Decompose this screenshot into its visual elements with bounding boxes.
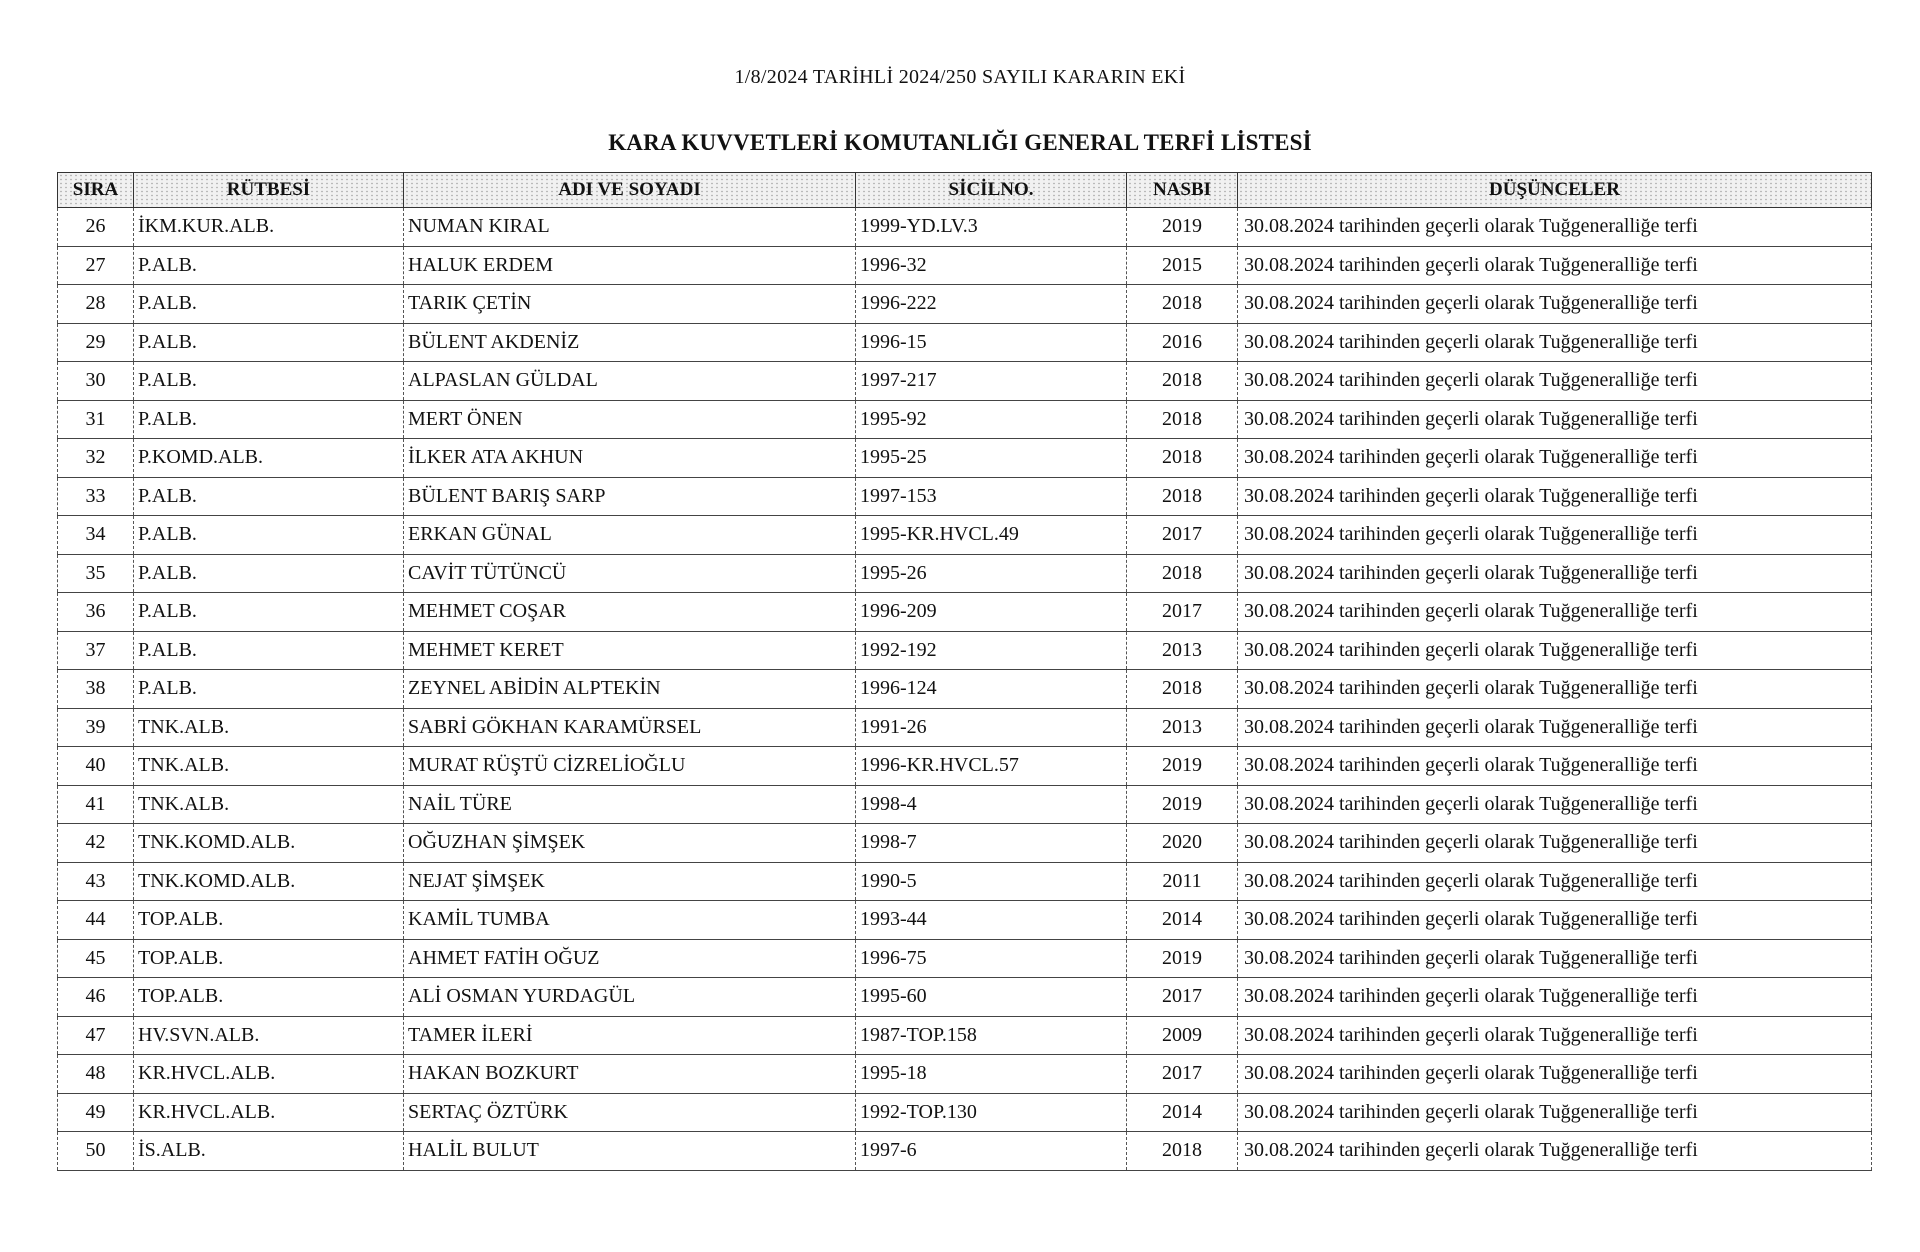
cell-rutbe: TOP.ALB. bbox=[134, 901, 404, 940]
cell-adi-soyadi: SERTAÇ ÖZTÜRK bbox=[404, 1093, 856, 1132]
cell-nasbi: 2017 bbox=[1127, 593, 1238, 632]
cell-adi-soyadi: BÜLENT AKDENİZ bbox=[404, 323, 856, 362]
cell-sira: 43 bbox=[58, 862, 134, 901]
cell-dusunceler: 30.08.2024 tarihinden geçerli olarak Tuğgeneralliğe terfi bbox=[1238, 516, 1872, 555]
cell-nasbi: 2018 bbox=[1127, 439, 1238, 478]
cell-nasbi: 2014 bbox=[1127, 901, 1238, 940]
cell-sicil-no: 1995-KR.HVCL.49 bbox=[856, 516, 1127, 555]
cell-dusunceler: 30.08.2024 tarihinden geçerli olarak Tuğgeneralliğe terfi bbox=[1238, 901, 1872, 940]
cell-sicil-no: 1998-7 bbox=[856, 824, 1127, 863]
cell-nasbi: 2017 bbox=[1127, 978, 1238, 1017]
cell-dusunceler: 30.08.2024 tarihinden geçerli olarak Tuğgeneralliğe terfi bbox=[1238, 362, 1872, 401]
cell-sicil-no: 1992-TOP.130 bbox=[856, 1093, 1127, 1132]
cell-rutbe: P.ALB. bbox=[134, 323, 404, 362]
cell-rutbe: HV.SVN.ALB. bbox=[134, 1016, 404, 1055]
table-row bbox=[58, 246, 1872, 285]
cell-adi-soyadi: HALİL BULUT bbox=[404, 1132, 856, 1171]
cell-adi-soyadi: MEHMET KERET bbox=[404, 631, 856, 670]
cell-adi-soyadi: ERKAN GÜNAL bbox=[404, 516, 856, 555]
cell-rutbe: P.KOMD.ALB. bbox=[134, 439, 404, 478]
header-dusunceler: DÜŞÜNCELER bbox=[1238, 173, 1872, 208]
cell-dusunceler: 30.08.2024 tarihinden geçerli olarak Tuğgeneralliğe terfi bbox=[1238, 285, 1872, 324]
cell-dusunceler: 30.08.2024 tarihinden geçerli olarak Tuğgeneralliğe terfi bbox=[1238, 593, 1872, 632]
cell-dusunceler: 30.08.2024 tarihinden geçerli olarak Tuğgeneralliğe terfi bbox=[1238, 670, 1872, 709]
header-adi-soyadi: ADI VE SOYADI bbox=[404, 173, 856, 208]
header-sira: SIRA bbox=[58, 173, 134, 208]
cell-sira: 32 bbox=[58, 439, 134, 478]
cell-nasbi: 2018 bbox=[1127, 285, 1238, 324]
document-subtitle: 1/8/2024 TARİHLİ 2024/250 SAYILI KARARIN EKİ bbox=[734, 66, 1186, 88]
cell-sira: 34 bbox=[58, 516, 134, 555]
cell-adi-soyadi: TAMER İLERİ bbox=[404, 1016, 856, 1055]
cell-dusunceler: 30.08.2024 tarihinden geçerli olarak Tuğgeneralliğe terfi bbox=[1238, 400, 1872, 439]
cell-nasbi: 2019 bbox=[1127, 785, 1238, 824]
cell-sira: 26 bbox=[58, 208, 134, 247]
cell-sira: 38 bbox=[58, 670, 134, 709]
cell-rutbe: P.ALB. bbox=[134, 400, 404, 439]
cell-dusunceler: 30.08.2024 tarihinden geçerli olarak Tuğgeneralliğe terfi bbox=[1238, 631, 1872, 670]
cell-nasbi: 2011 bbox=[1127, 862, 1238, 901]
cell-nasbi: 2013 bbox=[1127, 708, 1238, 747]
cell-adi-soyadi: NEJAT ŞİMŞEK bbox=[404, 862, 856, 901]
cell-dusunceler: 30.08.2024 tarihinden geçerli olarak Tuğgeneralliğe terfi bbox=[1238, 824, 1872, 863]
cell-sicil-no: 1992-192 bbox=[856, 631, 1127, 670]
promotion-table bbox=[57, 172, 1872, 1171]
cell-sicil-no: 1996-32 bbox=[856, 246, 1127, 285]
table-row bbox=[58, 1016, 1872, 1055]
cell-rutbe: TNK.KOMD.ALB. bbox=[134, 824, 404, 863]
cell-rutbe: P.ALB. bbox=[134, 670, 404, 709]
cell-rutbe: TNK.ALB. bbox=[134, 785, 404, 824]
cell-rutbe: P.ALB. bbox=[134, 631, 404, 670]
cell-sira: 28 bbox=[58, 285, 134, 324]
cell-nasbi: 2019 bbox=[1127, 208, 1238, 247]
cell-sira: 46 bbox=[58, 978, 134, 1017]
table-row bbox=[58, 862, 1872, 901]
cell-rutbe: P.ALB. bbox=[134, 246, 404, 285]
header-nasbi: NASBI bbox=[1127, 173, 1238, 208]
cell-dusunceler: 30.08.2024 tarihinden geçerli olarak Tuğgeneralliğe terfi bbox=[1238, 1055, 1872, 1094]
cell-sira: 36 bbox=[58, 593, 134, 632]
cell-sicil-no: 1997-153 bbox=[856, 477, 1127, 516]
cell-nasbi: 2015 bbox=[1127, 246, 1238, 285]
cell-rutbe: P.ALB. bbox=[134, 593, 404, 632]
cell-rutbe: P.ALB. bbox=[134, 516, 404, 555]
table-row bbox=[58, 670, 1872, 709]
cell-nasbi: 2018 bbox=[1127, 362, 1238, 401]
cell-sira: 47 bbox=[58, 1016, 134, 1055]
table-row bbox=[58, 785, 1872, 824]
cell-sicil-no: 1998-4 bbox=[856, 785, 1127, 824]
header-rutbesi: RÜTBESİ bbox=[134, 173, 404, 208]
cell-dusunceler: 30.08.2024 tarihinden geçerli olarak Tuğgeneralliğe terfi bbox=[1238, 1093, 1872, 1132]
table-row bbox=[58, 208, 1872, 247]
cell-sira: 41 bbox=[58, 785, 134, 824]
table-row bbox=[58, 516, 1872, 555]
cell-sira: 40 bbox=[58, 747, 134, 786]
table-row bbox=[58, 593, 1872, 632]
cell-sicil-no: 1996-209 bbox=[856, 593, 1127, 632]
cell-rutbe: TOP.ALB. bbox=[134, 939, 404, 978]
table-row bbox=[58, 1055, 1872, 1094]
cell-sira: 35 bbox=[58, 554, 134, 593]
cell-sicil-no: 1997-217 bbox=[856, 362, 1127, 401]
cell-rutbe: P.ALB. bbox=[134, 477, 404, 516]
cell-rutbe: P.ALB. bbox=[134, 285, 404, 324]
table-row bbox=[58, 477, 1872, 516]
table-row bbox=[58, 285, 1872, 324]
cell-sira: 30 bbox=[58, 362, 134, 401]
cell-adi-soyadi: TARIK ÇETİN bbox=[404, 285, 856, 324]
cell-nasbi: 2018 bbox=[1127, 1132, 1238, 1171]
cell-sira: 29 bbox=[58, 323, 134, 362]
table-row bbox=[58, 1093, 1872, 1132]
cell-adi-soyadi: AHMET FATİH OĞUZ bbox=[404, 939, 856, 978]
cell-sira: 49 bbox=[58, 1093, 134, 1132]
cell-dusunceler: 30.08.2024 tarihinden geçerli olarak Tuğgeneralliğe terfi bbox=[1238, 439, 1872, 478]
cell-adi-soyadi: HALUK ERDEM bbox=[404, 246, 856, 285]
cell-dusunceler: 30.08.2024 tarihinden geçerli olarak Tuğgeneralliğe terfi bbox=[1238, 785, 1872, 824]
cell-rutbe: TNK.ALB. bbox=[134, 708, 404, 747]
table-row bbox=[58, 901, 1872, 940]
cell-adi-soyadi: MEHMET COŞAR bbox=[404, 593, 856, 632]
cell-nasbi: 2020 bbox=[1127, 824, 1238, 863]
cell-sicil-no: 1996-KR.HVCL.57 bbox=[856, 747, 1127, 786]
cell-sicil-no: 1996-75 bbox=[856, 939, 1127, 978]
table-row bbox=[58, 362, 1872, 401]
cell-sicil-no: 1997-6 bbox=[856, 1132, 1127, 1171]
cell-nasbi: 2018 bbox=[1127, 554, 1238, 593]
cell-rutbe: TNK.ALB. bbox=[134, 747, 404, 786]
cell-adi-soyadi: MURAT RÜŞTÜ CİZRELİOĞLU bbox=[404, 747, 856, 786]
cell-dusunceler: 30.08.2024 tarihinden geçerli olarak Tuğgeneralliğe terfi bbox=[1238, 246, 1872, 285]
cell-adi-soyadi: ALPASLAN GÜLDAL bbox=[404, 362, 856, 401]
cell-dusunceler: 30.08.2024 tarihinden geçerli olarak Tuğgeneralliğe terfi bbox=[1238, 708, 1872, 747]
header-sicil-no: SİCİLNO. bbox=[856, 173, 1127, 208]
cell-sira: 27 bbox=[58, 246, 134, 285]
cell-dusunceler: 30.08.2024 tarihinden geçerli olarak Tuğgeneralliğe terfi bbox=[1238, 747, 1872, 786]
cell-dusunceler: 30.08.2024 tarihinden geçerli olarak Tuğgeneralliğe terfi bbox=[1238, 939, 1872, 978]
cell-sira: 50 bbox=[58, 1132, 134, 1171]
cell-rutbe: KR.HVCL.ALB. bbox=[134, 1055, 404, 1094]
cell-sira: 45 bbox=[58, 939, 134, 978]
cell-dusunceler: 30.08.2024 tarihinden geçerli olarak Tuğgeneralliğe terfi bbox=[1238, 862, 1872, 901]
cell-sicil-no: 1991-26 bbox=[856, 708, 1127, 747]
cell-nasbi: 2019 bbox=[1127, 939, 1238, 978]
cell-dusunceler: 30.08.2024 tarihinden geçerli olarak Tuğgeneralliğe terfi bbox=[1238, 1132, 1872, 1171]
cell-nasbi: 2009 bbox=[1127, 1016, 1238, 1055]
cell-sicil-no: 1993-44 bbox=[856, 901, 1127, 940]
cell-nasbi: 2016 bbox=[1127, 323, 1238, 362]
header-row bbox=[58, 173, 1872, 208]
cell-nasbi: 2014 bbox=[1127, 1093, 1238, 1132]
cell-adi-soyadi: NAİL TÜRE bbox=[404, 785, 856, 824]
cell-adi-soyadi: OĞUZHAN ŞİMŞEK bbox=[404, 824, 856, 863]
table-row bbox=[58, 323, 1872, 362]
cell-rutbe: P.ALB. bbox=[134, 362, 404, 401]
cell-adi-soyadi: İLKER ATA AKHUN bbox=[404, 439, 856, 478]
cell-nasbi: 2017 bbox=[1127, 516, 1238, 555]
table-row bbox=[58, 631, 1872, 670]
table-row bbox=[58, 439, 1872, 478]
table-row bbox=[58, 400, 1872, 439]
cell-sicil-no: 1999-YD.LV.3 bbox=[856, 208, 1127, 247]
cell-dusunceler: 30.08.2024 tarihinden geçerli olarak Tuğgeneralliğe terfi bbox=[1238, 323, 1872, 362]
cell-sira: 33 bbox=[58, 477, 134, 516]
cell-sira: 44 bbox=[58, 901, 134, 940]
cell-nasbi: 2019 bbox=[1127, 747, 1238, 786]
table-header bbox=[58, 173, 1872, 208]
cell-nasbi: 2018 bbox=[1127, 477, 1238, 516]
table-row bbox=[58, 747, 1872, 786]
cell-dusunceler: 30.08.2024 tarihinden geçerli olarak Tuğgeneralliğe terfi bbox=[1238, 1016, 1872, 1055]
cell-rutbe: TOP.ALB. bbox=[134, 978, 404, 1017]
cell-sicil-no: 1987-TOP.158 bbox=[856, 1016, 1127, 1055]
cell-rutbe: İKM.KUR.ALB. bbox=[134, 208, 404, 247]
cell-sicil-no: 1996-124 bbox=[856, 670, 1127, 709]
cell-adi-soyadi: BÜLENT BARIŞ SARP bbox=[404, 477, 856, 516]
cell-adi-soyadi: MERT ÖNEN bbox=[404, 400, 856, 439]
table-row bbox=[58, 554, 1872, 593]
cell-sira: 39 bbox=[58, 708, 134, 747]
cell-adi-soyadi: ZEYNEL ABİDİN ALPTEKİN bbox=[404, 670, 856, 709]
cell-adi-soyadi: ALİ OSMAN YURDAGÜL bbox=[404, 978, 856, 1017]
cell-sicil-no: 1995-26 bbox=[856, 554, 1127, 593]
table-body bbox=[58, 208, 1872, 1171]
cell-sira: 31 bbox=[58, 400, 134, 439]
cell-adi-soyadi: HAKAN BOZKURT bbox=[404, 1055, 856, 1094]
table-row bbox=[58, 1132, 1872, 1171]
cell-sicil-no: 1996-222 bbox=[856, 285, 1127, 324]
table-row bbox=[58, 978, 1872, 1017]
cell-dusunceler: 30.08.2024 tarihinden geçerli olarak Tuğgeneralliğe terfi bbox=[1238, 554, 1872, 593]
cell-nasbi: 2018 bbox=[1127, 670, 1238, 709]
cell-sicil-no: 1990-5 bbox=[856, 862, 1127, 901]
cell-dusunceler: 30.08.2024 tarihinden geçerli olarak Tuğgeneralliğe terfi bbox=[1238, 208, 1872, 247]
cell-nasbi: 2018 bbox=[1127, 400, 1238, 439]
cell-rutbe: İS.ALB. bbox=[134, 1132, 404, 1171]
cell-rutbe: KR.HVCL.ALB. bbox=[134, 1093, 404, 1132]
cell-sicil-no: 1995-25 bbox=[856, 439, 1127, 478]
cell-dusunceler: 30.08.2024 tarihinden geçerli olarak Tuğgeneralliğe terfi bbox=[1238, 978, 1872, 1017]
cell-sira: 48 bbox=[58, 1055, 134, 1094]
cell-adi-soyadi: CAVİT TÜTÜNCÜ bbox=[404, 554, 856, 593]
cell-adi-soyadi: NUMAN KIRAL bbox=[404, 208, 856, 247]
cell-rutbe: P.ALB. bbox=[134, 554, 404, 593]
cell-adi-soyadi: KAMİL TUMBA bbox=[404, 901, 856, 940]
cell-adi-soyadi: SABRİ GÖKHAN KARAMÜRSEL bbox=[404, 708, 856, 747]
cell-sira: 37 bbox=[58, 631, 134, 670]
cell-nasbi: 2013 bbox=[1127, 631, 1238, 670]
cell-nasbi: 2017 bbox=[1127, 1055, 1238, 1094]
cell-dusunceler: 30.08.2024 tarihinden geçerli olarak Tuğgeneralliğe terfi bbox=[1238, 477, 1872, 516]
cell-sicil-no: 1995-18 bbox=[856, 1055, 1127, 1094]
cell-sicil-no: 1996-15 bbox=[856, 323, 1127, 362]
cell-sicil-no: 1995-60 bbox=[856, 978, 1127, 1017]
document-title: KARA KUVVETLERİ KOMUTANLIĞI GENERAL TERFİ LİSTESİ bbox=[608, 130, 1312, 155]
table-row bbox=[58, 708, 1872, 747]
table-row bbox=[58, 824, 1872, 863]
cell-sira: 42 bbox=[58, 824, 134, 863]
cell-rutbe: TNK.KOMD.ALB. bbox=[134, 862, 404, 901]
table-row bbox=[58, 939, 1872, 978]
cell-sicil-no: 1995-92 bbox=[856, 400, 1127, 439]
